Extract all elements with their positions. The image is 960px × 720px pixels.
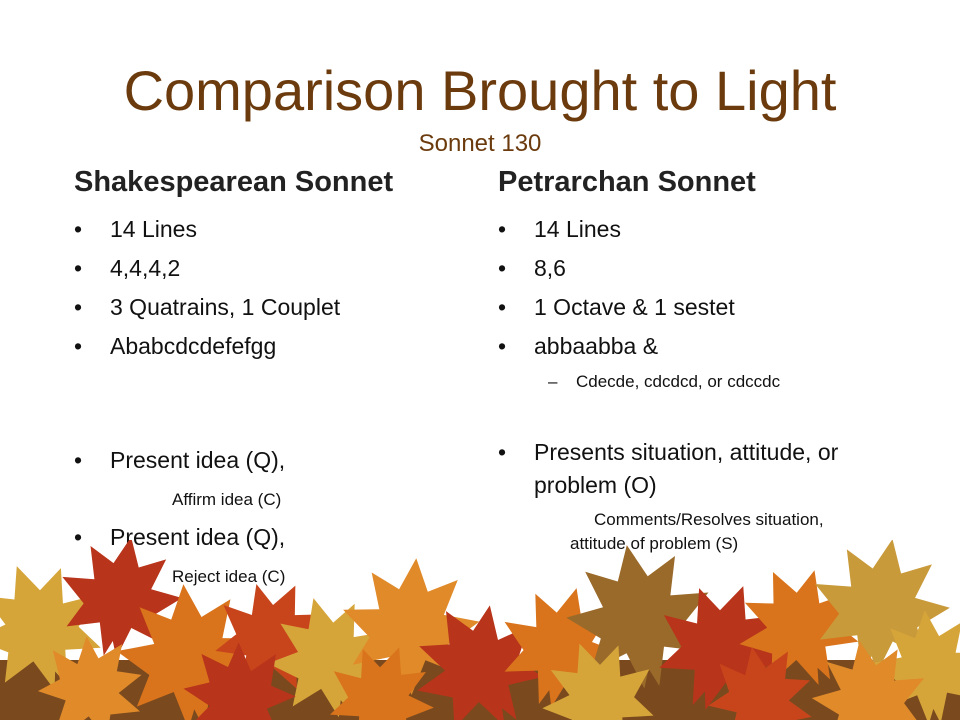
list-item: • 8,6: [534, 255, 566, 282]
list-item: • abbaabba &: [534, 333, 658, 360]
list-item: • 4,4,4,2: [110, 255, 180, 282]
list-item-continuation: problem (O): [534, 472, 657, 498]
list-subitem: Comments/Resolves situation,: [594, 510, 824, 529]
list-item: • 1 Octave & 1 sestet: [534, 294, 735, 321]
subtitle-text: Sonnet 130: [418, 130, 542, 157]
list-item: • 3 Quatrains, 1 Couplet: [110, 294, 340, 321]
list-item: • Present idea (Q),: [110, 447, 285, 474]
list-item: • 14 Lines: [534, 216, 621, 243]
list-item: • Presents situation, attitude, or: [534, 439, 838, 466]
list-subitem: Affirm idea (C): [172, 490, 282, 509]
shakespearean-heading: Shakespearean Sonnet: [74, 166, 394, 198]
petrarchan-heading: Petrarchan Sonnet: [498, 166, 756, 198]
list-subitem: attitude of problem (S): [570, 534, 739, 553]
list-item: • 14 Lines: [110, 216, 197, 243]
list-item: • Ababcdcdefefgg: [110, 333, 276, 360]
list-item: • Present idea (Q),: [110, 524, 285, 551]
autumn-leaves-border: [0, 540, 960, 720]
slide-subtitle: [0, 130, 960, 158]
slide-title: Comparison Brought to Light: [123, 59, 837, 122]
list-subitem: – Cdecde, cdcdcd, or cdccdc: [576, 372, 780, 392]
list-subitem: Reject idea (C): [172, 567, 286, 586]
